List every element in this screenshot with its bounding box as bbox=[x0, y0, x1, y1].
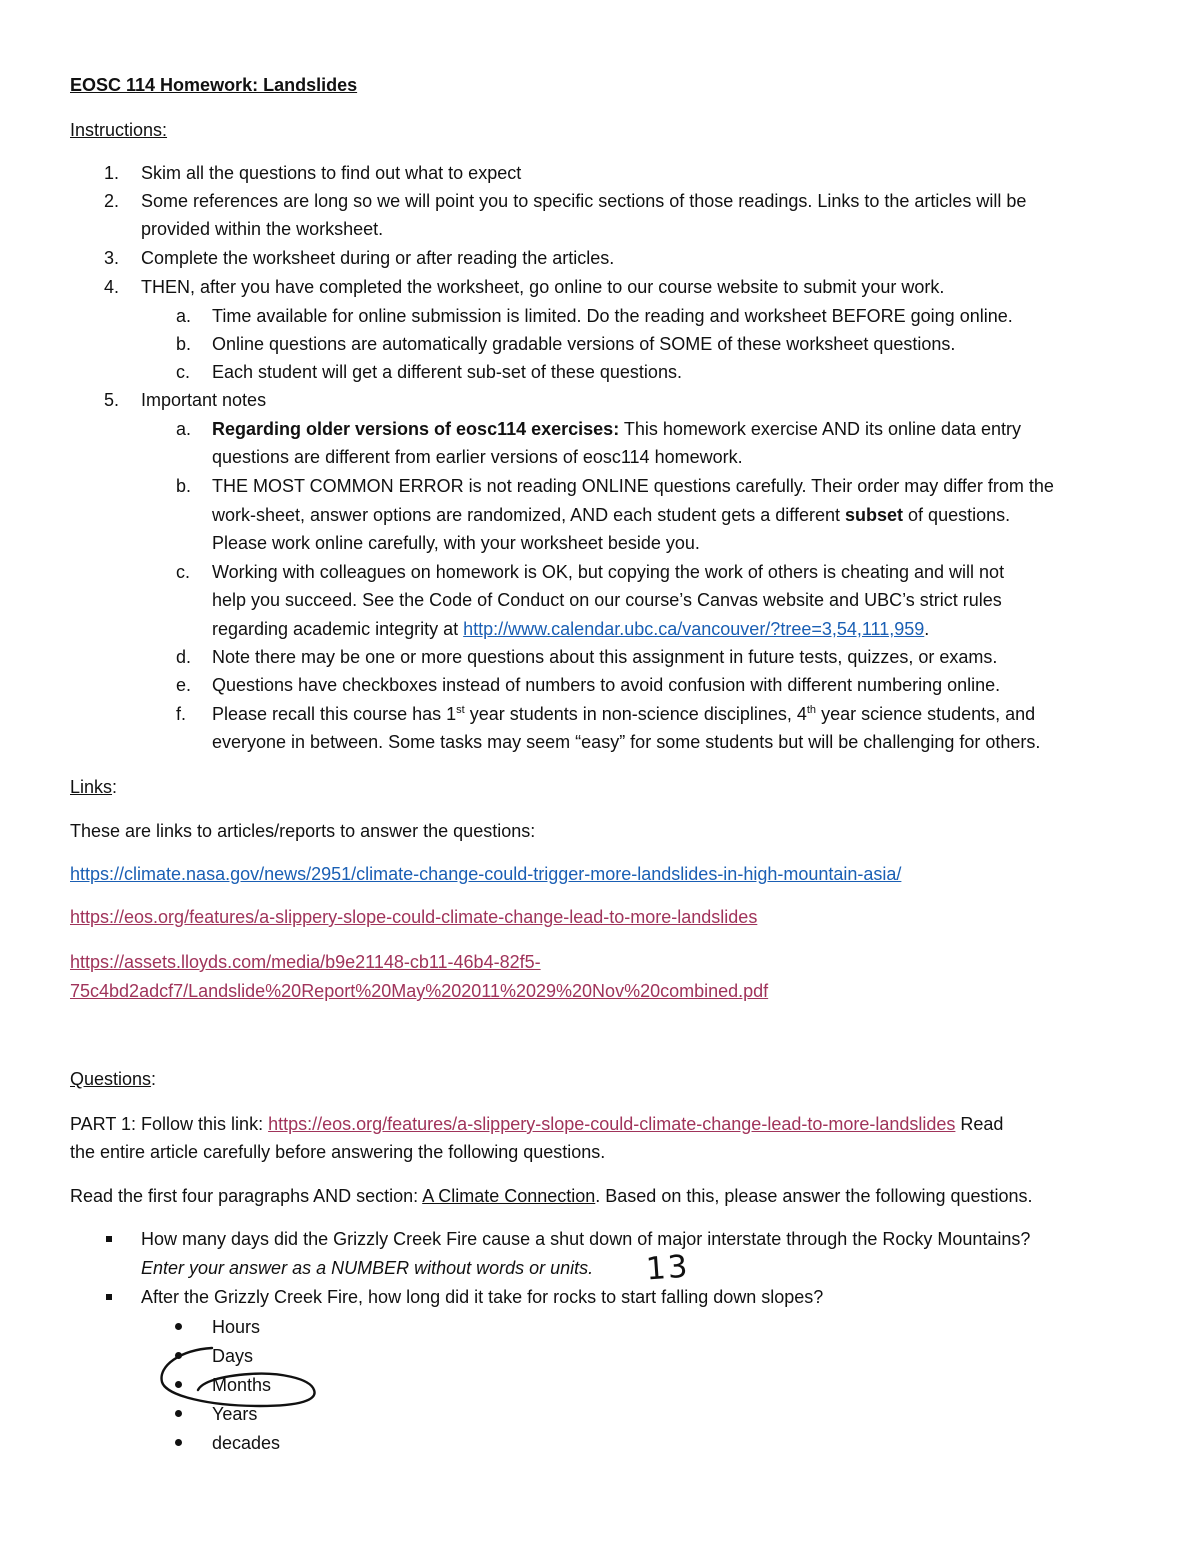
instruction-subitem: Each student will get a different sub-set of these questions. bbox=[212, 362, 682, 382]
instruction-item: THEN, after you have completed the worksheet, go online to our course website to submit your work. bbox=[141, 277, 945, 297]
note-f-text3: year science students, and bbox=[816, 704, 1036, 724]
handwritten-answer: 13 bbox=[644, 1248, 691, 1288]
part1-prefix: PART 1: Follow this link: bbox=[70, 1114, 269, 1134]
questions-heading-colon: : bbox=[151, 1069, 157, 1089]
part1-eos-link[interactable]: https://eos.org/features/a-slippery-slope-could-climate-change-lead-to-more-landslides bbox=[268, 1114, 956, 1134]
part1-instruction-cont: the entire article carefully before answering the following questions. bbox=[70, 1142, 606, 1162]
note-e: Questions have checkboxes instead of numbers to avoid confusion with different numbering online. bbox=[212, 675, 1001, 695]
note-f-cont: everyone in between. Some tasks may seem “easy” for some students but will be challenging for others. bbox=[212, 732, 1041, 752]
list-number: 2. bbox=[104, 191, 120, 211]
list-letter: b. bbox=[176, 334, 192, 354]
note-c-text: regarding academic integrity at bbox=[212, 619, 464, 639]
list-letter: c. bbox=[176, 362, 191, 382]
instructions-heading: Instructions: bbox=[70, 120, 168, 140]
note-f-text1: Please recall this course has 1 bbox=[212, 704, 457, 724]
read-prefix: Read the first four paragraphs AND section: bbox=[70, 1186, 423, 1206]
instruction-item: Complete the worksheet during or after reading the articles. bbox=[141, 248, 615, 268]
instruction-item: Some references are long so we will point you to specific sections of those readings. Links to the articles will be bbox=[141, 191, 1027, 211]
questions-heading-text: Questions bbox=[70, 1069, 152, 1089]
lloyds-report-link-cont[interactable]: 75c4bd2adcf7/Landslide%20Report%20May%202011%2029%20Nov%20combined.pdf bbox=[70, 981, 769, 1001]
note-b-subset: subset bbox=[845, 505, 904, 525]
list-letter: a. bbox=[176, 419, 192, 439]
part1-suffix: Read bbox=[955, 1114, 1004, 1134]
ubc-calendar-link[interactable]: http://www.calendar.ubc.ca/vancouver/?tree=3,54,111,959 bbox=[463, 619, 925, 639]
links-heading-colon: : bbox=[112, 777, 118, 797]
question-2: After the Grizzly Creek Fire, how long did it take for rocks to start falling down slopes? bbox=[141, 1287, 824, 1307]
option-bullet bbox=[175, 1439, 182, 1446]
note-c-cont2 bbox=[212, 618, 929, 640]
note-f-sup2: th bbox=[806, 704, 817, 716]
list-number: 5. bbox=[104, 390, 120, 410]
handwritten-circle-mark bbox=[150, 1336, 330, 1426]
note-b: THE MOST COMMON ERROR is not reading ONLINE questions carefully. Their order may differ from the bbox=[212, 476, 1054, 496]
note-b-text: work-sheet, answer options are randomized, AND each student gets a different bbox=[212, 505, 846, 525]
list-letter: d. bbox=[176, 647, 192, 667]
note-f-text2: year students in non-science disciplines, 4 bbox=[464, 704, 807, 724]
note-b-cont bbox=[212, 504, 1010, 526]
part1-instruction bbox=[70, 1113, 1003, 1135]
note-f-sup1: st bbox=[456, 704, 465, 716]
note-a bbox=[212, 418, 1021, 440]
note-c-cont: help you succeed. See the Code of Conduct on our course’s Canvas website and UBC’s strict rules bbox=[212, 590, 1002, 610]
option-years[interactable]: Years bbox=[212, 1404, 258, 1424]
note-f bbox=[212, 703, 1035, 725]
read-suffix: . Based on this, please answer the following questions. bbox=[595, 1186, 1033, 1206]
note-c: Working with colleagues on homework is OK, but copying the work of others is cheating and will not bbox=[212, 562, 1005, 582]
note-a-rest: This homework exercise AND its online data entry bbox=[619, 419, 1022, 439]
note-b-cont2: Please work online carefully, with your worksheet beside you. bbox=[212, 533, 700, 553]
list-number: 4. bbox=[104, 277, 120, 297]
question-1-hint: Enter your answer as a NUMBER without words or units. bbox=[141, 1258, 594, 1278]
note-b-text-end: of questions. bbox=[903, 505, 1011, 525]
note-d: Note there may be one or more questions about this assignment in future tests, quizzes, or exams. bbox=[212, 647, 998, 667]
option-bullet bbox=[175, 1323, 182, 1330]
instruction-item: Important notes bbox=[141, 390, 267, 410]
question-1: How many days did the Grizzly Creek Fire cause a shut down of major interstate through the Rocky Mountains? bbox=[141, 1229, 1031, 1249]
list-letter: b. bbox=[176, 476, 192, 496]
instruction-subitem: Online questions are automatically gradable versions of SOME of these worksheet questions. bbox=[212, 334, 956, 354]
option-decades[interactable]: decades bbox=[212, 1433, 281, 1453]
option-days[interactable]: Days bbox=[212, 1346, 254, 1366]
list-letter: e. bbox=[176, 675, 192, 695]
read-section-name: A Climate Connection bbox=[422, 1186, 596, 1206]
eos-article-link[interactable]: https://eos.org/features/a-slippery-slope-could-climate-change-lead-to-more-landslides bbox=[70, 907, 758, 927]
note-c-period: . bbox=[924, 619, 930, 639]
nasa-article-link[interactable]: https://climate.nasa.gov/news/2951/climate-change-could-trigger-more-landslides-in-high-mountain-asia/ bbox=[70, 864, 902, 884]
list-letter: c. bbox=[176, 562, 191, 582]
list-number: 1. bbox=[104, 163, 120, 183]
question-bullet bbox=[106, 1236, 112, 1242]
option-months[interactable]: Months bbox=[212, 1375, 272, 1395]
page-title: EOSC 114 Homework: Landslides bbox=[70, 75, 358, 95]
note-a-cont: questions are different from earlier versions of eosc114 homework. bbox=[212, 447, 743, 467]
list-letter: a. bbox=[176, 306, 192, 326]
links-heading bbox=[70, 776, 117, 798]
links-intro: These are links to articles/reports to answer the questions: bbox=[70, 821, 536, 841]
list-number: 3. bbox=[104, 248, 120, 268]
instruction-item-cont: provided within the worksheet. bbox=[141, 219, 384, 239]
question-bullet bbox=[106, 1294, 112, 1300]
list-letter: f. bbox=[176, 704, 187, 724]
option-hours[interactable]: Hours bbox=[212, 1317, 261, 1337]
questions-heading bbox=[70, 1068, 156, 1090]
instruction-subitem: Time available for online submission is limited. Do the reading and worksheet BEFORE going online. bbox=[212, 306, 1013, 326]
note-a-bold: Regarding older versions of eosc114 exercises: bbox=[212, 419, 620, 439]
instruction-item: Skim all the questions to find out what to expect bbox=[141, 163, 522, 183]
lloyds-report-link[interactable]: https://assets.lloyds.com/media/b9e21148-cb11-46b4-82f5- bbox=[70, 952, 541, 972]
read-instruction bbox=[70, 1185, 1033, 1207]
links-heading-text: Links bbox=[70, 777, 113, 797]
